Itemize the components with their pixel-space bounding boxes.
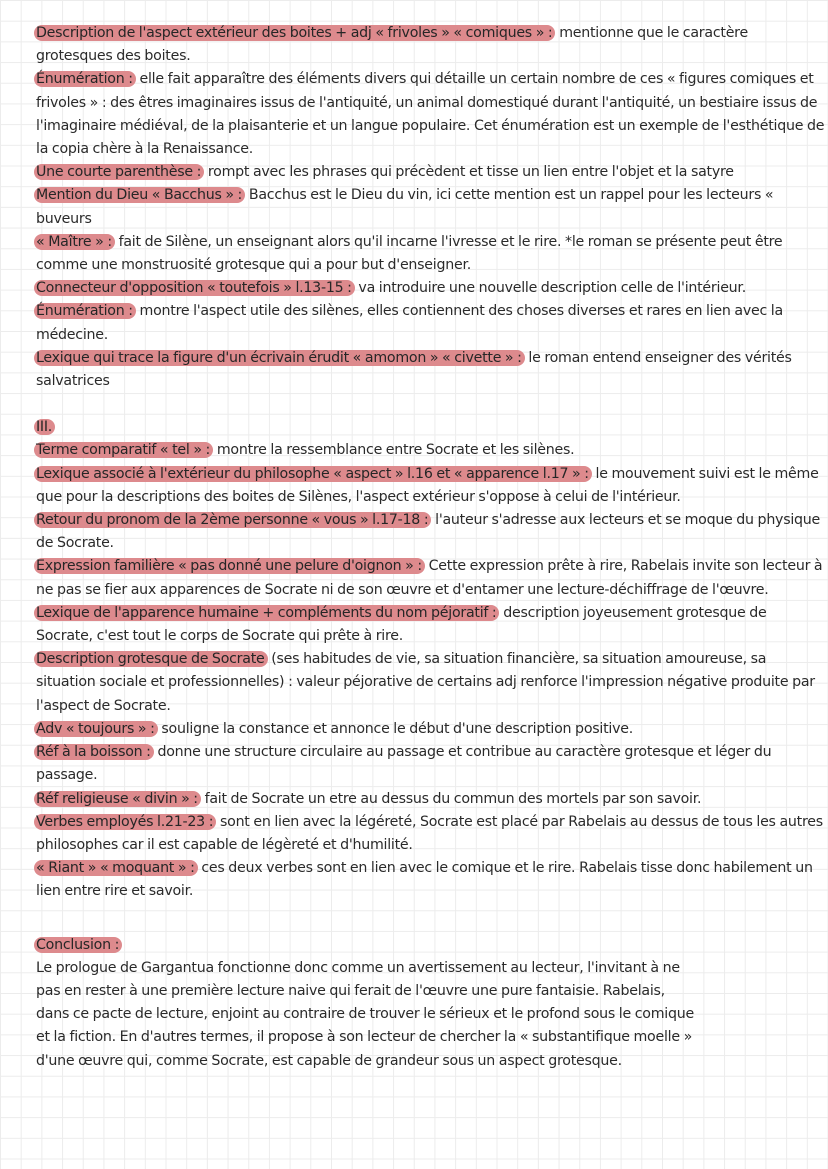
note-entry bbox=[36, 509, 826, 555]
note-text: va introduire une nouvelle description celle de l'intérieur. bbox=[354, 280, 746, 297]
conclusion-heading bbox=[36, 934, 826, 957]
highlighted-term: Adv « toujours » : bbox=[34, 721, 158, 737]
section-heading-label: III. bbox=[34, 419, 55, 435]
note-text: Bacchus est le Dieu du vin, ici cette mention est un rappel pour les lecteurs « buveurs bbox=[36, 187, 774, 227]
note-text: mentionne que le caractère grotesques des boites. bbox=[36, 25, 748, 65]
note-text: donne une structure circulaire au passage et contribue au caractère grotesque et léger du passage. bbox=[36, 744, 772, 784]
note-text: elle fait apparaître des éléments divers qui détaille un certain nombre de ces « figures comiques et frivoles » : des êtres imaginaires issus de l'antiquité, un animal domestiqué durant l'antiquité, un bestiaire issus de l'imaginaire médiéval, de la plaisanterie et un langue populaire. Cet énumération est un exemple de l'esthétique de la copia chère à la Renaissance. bbox=[36, 71, 825, 158]
note-text: rompt avec les phrases qui précèdent et tisse un lien entre l'objet et la satyre bbox=[204, 164, 734, 181]
note-entry bbox=[36, 347, 826, 393]
note-text: l'auteur s'adresse aux lecteurs et se moque du physique de Socrate. bbox=[36, 512, 821, 552]
note-entry bbox=[36, 68, 826, 161]
note-entry bbox=[36, 788, 826, 811]
note-entry bbox=[36, 718, 826, 741]
note-entry bbox=[36, 161, 826, 184]
note-entry bbox=[36, 602, 826, 648]
section-spacer bbox=[36, 393, 826, 416]
note-text: fait de Socrate un etre au dessus du commun des mortels par son savoir. bbox=[200, 790, 702, 807]
highlighted-term: Réf religieuse « divin » : bbox=[34, 791, 201, 807]
highlighted-term: Description grotesque de Socrate bbox=[34, 651, 268, 667]
note-entry bbox=[36, 184, 826, 230]
highlighted-term: Description de l'aspect extérieur des boites + adj « frivoles » « comiques » : bbox=[34, 25, 555, 41]
note-entry bbox=[36, 439, 826, 462]
note-entry bbox=[36, 231, 826, 277]
highlighted-term: Connecteur d'opposition « toutefois » l.13-15 : bbox=[34, 280, 355, 296]
note-text: (ses habitudes de vie, sa situation financière, sa situation amoureuse, sa situation sociale et professionnelles) : valeur péjorative de certains adj renforce l'impression négative produite par l'aspect de Socrate. bbox=[36, 651, 815, 714]
note-text: ces deux verbes sont en lien avec le comique et le rire. Rabelais tisse donc habilement un lien entre rire et savoir. bbox=[36, 860, 813, 900]
highlighted-term: Retour du pronom de la 2ème personne « vous » l.17-18 : bbox=[34, 512, 431, 528]
note-text: montre l'aspect utile des silènes, elles contiennent des choses diverses et rares en lien avec la médecine. bbox=[36, 303, 783, 343]
highlighted-term: Énumération : bbox=[34, 71, 136, 87]
highlighted-term: Lexique de l'apparence humaine + compléments du nom péjoratif : bbox=[34, 605, 499, 621]
highlighted-term: Réf à la boisson : bbox=[34, 744, 154, 760]
highlighted-term: Expression familière « pas donné une pelure d'oignon » : bbox=[34, 558, 425, 574]
conclusion-heading-label: Conclusion : bbox=[34, 937, 122, 953]
note-text: souligne la constance et annonce le début d'une description positive. bbox=[157, 720, 633, 737]
note-text: le mouvement suivi est le même que pour la descriptions des boites de Silènes, l'aspect extérieur s'oppose à celui de l'intérieur. bbox=[36, 465, 819, 505]
note-text: Cette expression prête à rire, Rabelais invite son lecteur à ne pas se fier aux apparences de Socrate ni de son œuvre et d'entamer une lecture-déchiffrage de l'œuvre. bbox=[36, 558, 823, 598]
highlighted-term: Énumération : bbox=[34, 303, 136, 319]
note-entry bbox=[36, 811, 826, 857]
highlighted-term: Mention du Dieu « Bacchus » : bbox=[34, 187, 245, 203]
highlighted-term: « Maître » : bbox=[34, 234, 115, 250]
note-text: montre la ressemblance entre Socrate et les silènes. bbox=[213, 442, 575, 459]
highlighted-term: « Riant » « moquant » : bbox=[34, 860, 198, 876]
notes-page bbox=[36, 22, 826, 1073]
note-entry bbox=[36, 463, 826, 509]
note-entry bbox=[36, 648, 826, 718]
note-text: fait de Silène, un enseignant alors qu'il incarne l'ivresse et le rire. *le roman se présente peut être comme une monstruosité grotesque qui a pour but d'enseigner. bbox=[36, 233, 783, 274]
note-text: description joyeusement grotesque de Socrate, c'est tout le corps de Socrate qui prête à rire. bbox=[36, 604, 767, 645]
note-entry bbox=[36, 741, 826, 787]
highlighted-term: Lexique qui trace la figure d'un écrivain érudit « amomon » « civette » : bbox=[34, 350, 525, 366]
highlighted-term: Terme comparatif « tel » : bbox=[34, 442, 213, 458]
section-spacer bbox=[36, 904, 826, 934]
highlighted-term: Verbes employés l.21-23 : bbox=[34, 814, 216, 830]
note-entry bbox=[36, 857, 826, 903]
section-heading bbox=[36, 416, 826, 439]
note-text: sont en lien avec la légéreté, Socrate est placé par Rabelais au dessus de tous les autres philosophes car il est capable de légèreté et d'humilité. bbox=[36, 813, 823, 853]
note-text: le roman entend enseigner des vérités salvatrices bbox=[36, 349, 792, 390]
note-entry bbox=[36, 277, 826, 300]
conclusion-text: Le prologue de Gargantua fonctionne donc comme un avertissement au lecteur, l'invitant à ne pas en rester à une première lecture naive qui ferait de l'œuvre une pure fantaisie. Rabelais, dans ce pacte de lecture, enjoint au contraire de trouver le sérieux et le profond sous le comique et la fiction. En d'autres termes, il propose à son lecteur de chercher la « substantifique moelle » d'une œuvre qui, comme Socrate, est capable de grandeur sous un aspect grotesque. bbox=[36, 959, 694, 1069]
highlighted-term: Lexique associé à l'extérieur du philosophe « aspect » l.16 et « apparence l.17 » : bbox=[34, 466, 592, 482]
note-entry bbox=[36, 555, 826, 601]
note-entry bbox=[36, 300, 826, 346]
highlighted-term: Une courte parenthèse : bbox=[34, 164, 204, 180]
note-entry bbox=[36, 22, 826, 68]
